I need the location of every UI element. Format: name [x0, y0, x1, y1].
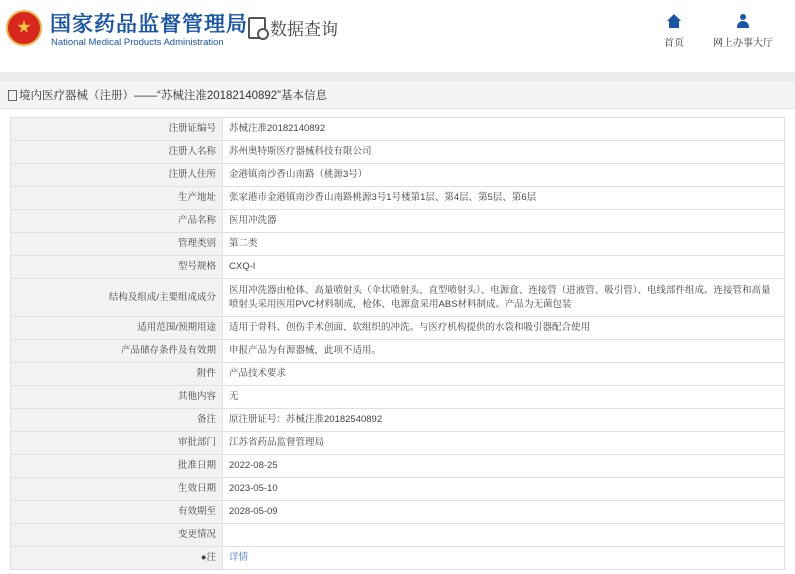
- section-title: [248, 15, 338, 40]
- field-label: 产品名称: [11, 210, 223, 233]
- field-label: 型号规格: [11, 256, 223, 279]
- user-icon: [736, 14, 750, 28]
- field-label: 注册证编号: [11, 118, 223, 141]
- field-label: 生效日期: [11, 478, 223, 501]
- field-value: 苏械注准20182140892: [223, 118, 785, 141]
- national-emblem-logo: [6, 10, 42, 46]
- field-value: 无: [223, 386, 785, 409]
- field-label: 管理类别: [11, 233, 223, 256]
- page-title: 境内医疗器械（注册）——“苏械注准20182140892”基本信息: [19, 90, 328, 102]
- field-value: CXQ-I: [223, 256, 785, 279]
- field-label: 变更情况: [11, 524, 223, 547]
- table-row: [11, 141, 785, 164]
- table-row: [11, 317, 785, 340]
- table-row: [11, 340, 785, 363]
- data-search-icon: [248, 17, 266, 39]
- field-label: 有效期至: [11, 501, 223, 524]
- header-divider: [0, 72, 795, 82]
- table-row: [11, 164, 785, 187]
- field-value: 2022-08-25: [223, 455, 785, 478]
- field-label: 附件: [11, 363, 223, 386]
- field-label: 审批部门: [11, 432, 223, 455]
- field-value: 适用于骨科、创伤手术创面、软组织的冲洗。与医疗机构提供的水袋和吸引器配合使用: [223, 317, 785, 340]
- table-row: [11, 386, 785, 409]
- field-value: 2023-05-10: [223, 478, 785, 501]
- table-row: [11, 279, 785, 317]
- field-label: 注册人住所: [11, 164, 223, 187]
- field-label: 批准日期: [11, 455, 223, 478]
- detail-table: [10, 117, 785, 570]
- table-row: [11, 256, 785, 279]
- site-title-cn: 国家药品监督管理局: [50, 13, 248, 36]
- field-label: 生产地址: [11, 187, 223, 210]
- site-title-en: National Medical Products Administration: [51, 37, 224, 48]
- field-label: 产品储存条件及有效期: [11, 340, 223, 363]
- field-label: 注册人名称: [11, 141, 223, 164]
- table-row: [11, 478, 785, 501]
- field-label: 备注: [11, 409, 223, 432]
- table-row: [11, 409, 785, 432]
- table-row: [11, 432, 785, 455]
- table-row: [11, 501, 785, 524]
- table-row: [11, 233, 785, 256]
- field-value: 原注册证号：苏械注准20182540892: [223, 409, 785, 432]
- table-row: [11, 187, 785, 210]
- field-label: 结构及组成/主要组成成分: [11, 279, 223, 317]
- table-row: [11, 118, 785, 141]
- table-row: [11, 210, 785, 233]
- table-row: [11, 547, 785, 570]
- nav-online-service[interactable]: [713, 14, 773, 49]
- nav-home-label: 首页: [664, 38, 684, 49]
- field-value: 医用冲洗器: [223, 210, 785, 233]
- field-value: [223, 547, 785, 570]
- field-value: 产品技术要求: [223, 363, 785, 386]
- field-label: 适用范围/预期用途: [11, 317, 223, 340]
- field-value: 苏州奥特斯医疗器械科技有限公司: [223, 141, 785, 164]
- nav-online-service-label: 网上办事大厅: [713, 38, 773, 49]
- table-row: [11, 455, 785, 478]
- field-label: ●注: [11, 547, 223, 570]
- table-row: [11, 363, 785, 386]
- site-header: [0, 0, 795, 72]
- field-value: 第二类: [223, 233, 785, 256]
- nav-home[interactable]: [664, 14, 684, 49]
- field-value: 2028-05-09: [223, 501, 785, 524]
- home-icon: [667, 14, 681, 28]
- field-value: 申报产品为有源器械，此项不适用。: [223, 340, 785, 363]
- field-value: 张家港市金港镇南沙香山南路桃源3号1号楼第1层、第4层、第5层、第6层: [223, 187, 785, 210]
- details-link[interactable]: 详情: [229, 552, 249, 563]
- breadcrumb: [0, 82, 795, 109]
- field-value: 金港镇南沙香山南路（桃源3号）: [223, 164, 785, 187]
- table-row: [11, 524, 785, 547]
- document-icon: [8, 90, 17, 101]
- field-value: 江苏省药品监督管理局: [223, 432, 785, 455]
- field-label: 其他内容: [11, 386, 223, 409]
- field-value: [223, 524, 785, 547]
- section-label: 数据查询: [270, 20, 338, 39]
- field-value: 医用冲洗器由枪体、高量喷射头（伞状喷射头、直型喷射头）、电源盒、连接管（进液管、吸引管）、电线部件组成。连接管和高量喷射头采用医用PVC材料制成，枪体、电源盒采用ABS材料制成。产品为无菌包装: [223, 279, 785, 317]
